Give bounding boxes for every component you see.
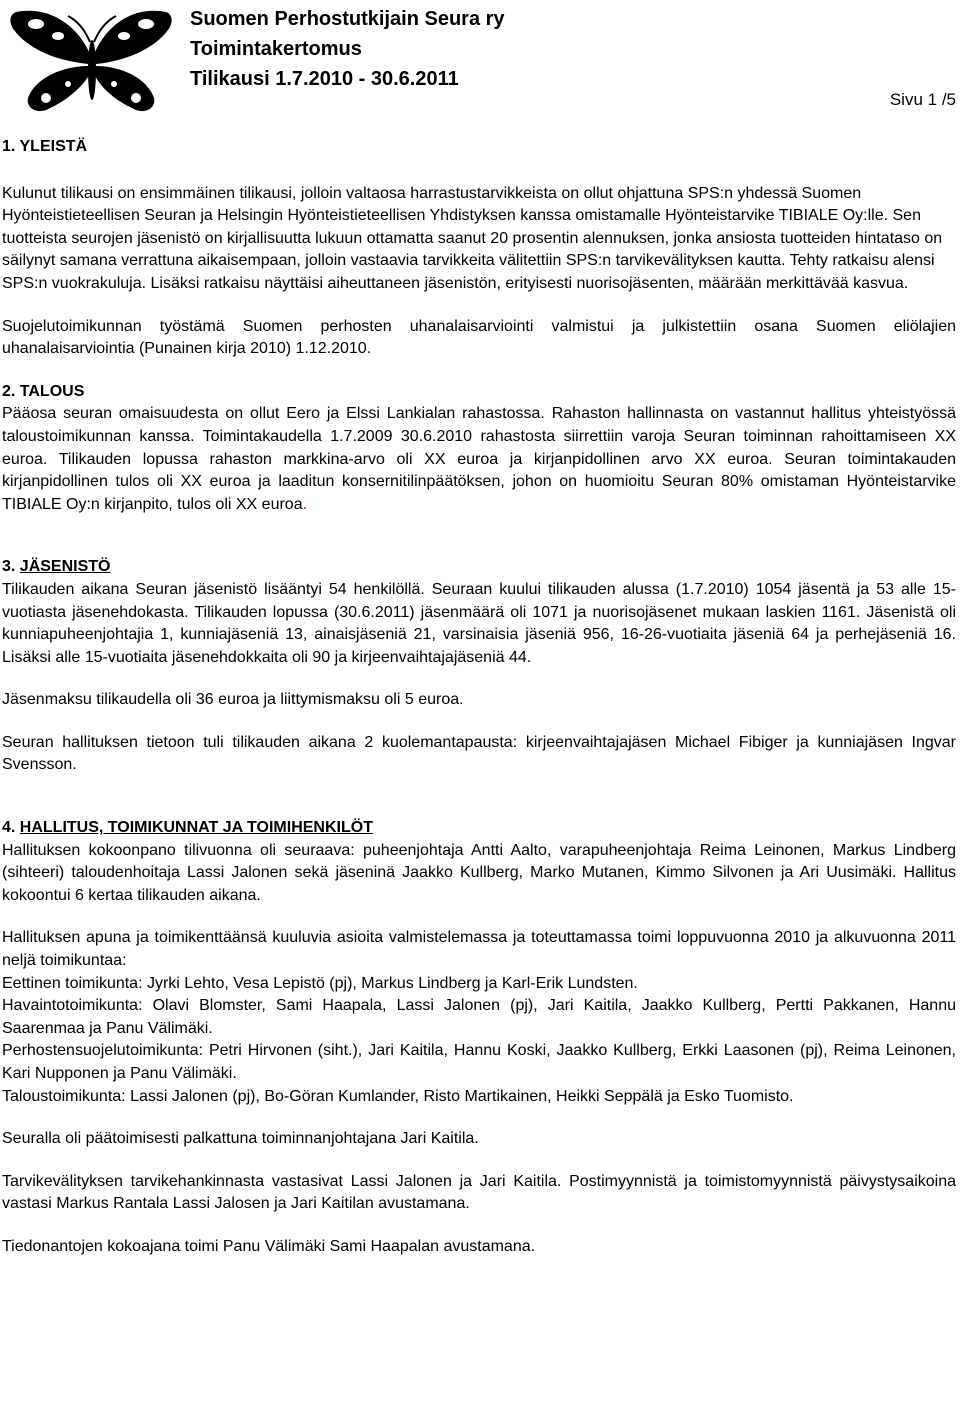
organization-name: Suomen Perhostutkijain Seura ry <box>190 8 505 30</box>
section-heading-membership <box>2 556 956 579</box>
board-paragraph-5: Tiedonantojen kokoajana toimi Panu Välimäki Sami Haapalan avustamana. <box>2 1237 536 1255</box>
butterfly-logo <box>6 2 176 122</box>
section-heading-board <box>2 817 956 840</box>
page-number: Sivu 1 /5 <box>889 90 956 109</box>
section-heading-general: 1. YLEISTÄ <box>2 138 88 155</box>
section-number: 4. <box>2 819 20 837</box>
committee-conservation: Perhostensuojelutoimikunta: Petri Hirvonen (siht.), Jari Kaitila, Hannu Koski, Jaakko Kullberg, Erkki Laasonen (pj), Reima Leinonen, Kari Nupponen ja Panu Välimäki. <box>2 1042 956 1082</box>
section-title: JÄSENISTÖ <box>19 558 111 576</box>
board-paragraph-1: Hallituksen kokoonpano tilivuonna oli seuraava: puheenjohtaja Antti Aalto, varapuheenjohtaja Reima Leinonen, Markus Lindberg (sihteeri) taloudenhoitaja Lassi Jalonen sekä jäseninä Jaakko Kullberg, Marko Mutanen, Kimmo Silvonen ja Ari Uusimäki. Hallitus kokoontui 6 kertaa tilikauden aikana. <box>2 841 956 904</box>
finance-text: Pääosa seuran omaisuudesta on ollut Eero ja Elssi Lankialan rahastossa. Rahaston hallinnasta on vastannut hallitus yhteistyössä taloustoimikunnan kanssa. Toimintakaudella 1.7.2009 30.6.2010 rahastosta siirrettiin varoja Seuran toiminnan rahoittamiseen XX euroa. Tilikauden lopussa rahaston markkina-arvo oli XX euroa ja kirjanpidollinen arvo XX euroa. Seuran toimintakauden kirjanpidollinen tulos oli XX euroa ja laaditun konsernitilinpäätöksen, johon on huomioitu Seuran 80% omistaman Hyönteistarvike TIBIALE Oy:n kirjanpito, tulos oli XX euroa <box>2 405 956 513</box>
section-number: 3. <box>2 558 20 576</box>
document-title: Toimintakertomus <box>190 38 362 60</box>
section-heading-finance: 2. TALOUS <box>2 382 85 400</box>
board-paragraph-3: Seuralla oli päätoimisesti palkattuna toiminnanjohtajana Jari Kaitila. <box>2 1130 479 1148</box>
general-paragraph-2: Suojelutoimikunnan työstämä Suomen perhosten uhanalaisarviointi valmistui ja julkistettiin osana Suomen eliölajien uhanalaisarviointia (Punainen kirja 2010) 1.12.2010. <box>2 317 956 358</box>
board-paragraph-4: Tarvikevälityksen tarvikehankinnasta vastasivat Lassi Jalonen ja Jari Kaitila. Postimyynnistä ja toimistomyynnistä päivystysaikoina vastasi Markus Rantala Lassi Jalosen ja Jari Kaitilan avustamana. <box>2 1172 956 1213</box>
document-header <box>190 4 505 94</box>
fiscal-period: Tilikausi 1.7.2010 - 30.6.2011 <box>190 68 459 90</box>
finance-paragraph <box>2 403 956 516</box>
committee-ethics: Eettinen toimikunta: Jyrki Lehto, Vesa Lepistö (pj), Markus Lindberg ja Karl-Erik Lundsten. <box>2 974 638 992</box>
general-paragraph-1: Kulunut tilikausi on ensimmäinen tilikausi, jolloin valtaosa harrastustarvikkeista on ollut ohjattuna SPS:n yhdessä Suomen Hyönteistieteellisen Seuran ja Helsingin Hyönteistieteellisen Yhdistyksen kanssa omistamalle Hyönteistarvike TIBIALE Oy:lle. Sen tuotteista seurojen jäsenistö on kirjallisuutta lukuun ottamatta saanut 20 prosentin alennuksen, jonka ansiosta tuotteiden hintataso on säilynyt samana verrattuna aikaisempaan, jolloin vastaavia tarvikkeita välitettiin SPS:n tarvikevälityksen kautta. Tehty ratkaisu alensi SPS:n vuokrakuluja. Lisäksi ratkaisu näyttäisi aiheuttaneen jäsenistön, erityisesti nuorisojäsenten, määrään merkittävää kasvua. <box>2 184 943 292</box>
board-paragraph-2: Hallituksen apuna ja toimikenttäänsä kuuluvia asioita valmistelemassa ja toteuttamassa toimi loppuvuonna 2010 ja alkuvuonna 2011 neljä toimikuntaa: <box>2 929 956 970</box>
membership-deaths-paragraph: Seuran hallituksen tietoon tuli tilikauden aikana 2 kuolemantapausta: kirjeenvaihtajajäsen Michael Fibiger ja kunniajäsen Ingvar Svensson. <box>2 733 956 774</box>
membership-fee-paragraph: Jäsenmaksu tilikaudella oli 36 euroa ja liittymismaksu oli 5 euroa. <box>2 691 464 709</box>
committee-observation: Havaintotoimikunta: Olavi Blomster, Sami Haapala, Lassi Jalonen (pj), Jari Kaitila, Jaakko Kullberg, Pertti Pakkanen, Hannu Saarenmaa ja Panu Välimäki. <box>2 997 956 1037</box>
committee-finance: Taloustoimikunta: Lassi Jalonen (pj), Bo-Göran Kumlander, Risto Martikainen, Heikki Seppälä ja Esko Tuomisto. <box>2 1087 794 1105</box>
finance-end-mark: . <box>302 495 308 513</box>
section-title: HALLITUS, TOIMIKUNNAT JA TOIMIHENKILÖT <box>19 819 373 837</box>
membership-paragraph-1: Tilikauden aikana Seuran jäsenistö lisääntyi 54 henkilöllä. Seuraan kuului tilikauden alussa (1.7.2010) 1054 jäsentä ja 53 alle 15-vuotiasta jäsenehdokasta. Tilikauden lopussa (30.6.2011) jäsenmäärä oli 1071 ja nuorisojäsenet mukaan laskien 1161. Jäsenistä oli kunniapuheenjohtajia 1, kunniajäseniä 13, ainaisjäseniä 21, varsinaisia jäseniä 956, 16-26-vuotiaita jäseniä 64 ja perhejäseniä 16. Lisäksi alle 15-vuotiaita jäsenehdokkaita oli 90 ja kirjeenvaihtajajäseniä 44. <box>2 580 956 666</box>
document-body <box>2 136 956 1259</box>
